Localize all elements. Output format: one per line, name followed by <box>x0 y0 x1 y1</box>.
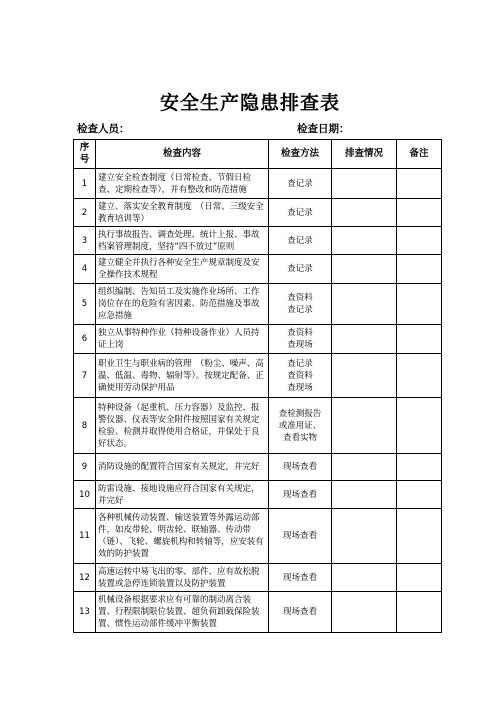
row-number: 3 <box>74 227 96 255</box>
row-content: 各种机械传动装置、输送装置等外露运动部件，如皮带轮、明齿轮、联轴器、传动带（链）、飞轮、螺旋机构和转轴等，应安装有效的防护装置 <box>96 509 269 564</box>
table-row <box>74 199 442 227</box>
table-row <box>74 398 442 454</box>
row-status-cell[interactable] <box>332 481 397 509</box>
table-row <box>74 354 442 398</box>
table-row <box>74 169 442 199</box>
row-status-cell[interactable] <box>332 199 397 227</box>
table-row <box>74 509 442 564</box>
inspection-table <box>73 139 442 633</box>
date-label: 检查日期： <box>297 123 350 135</box>
row-number: 13 <box>74 592 96 633</box>
row-content: 建立、落实安全教育制度 （日常、三级安全教育培训等） <box>96 199 269 227</box>
row-number: 7 <box>74 354 96 398</box>
row-number: 5 <box>74 284 96 325</box>
row-status-cell[interactable] <box>332 227 397 255</box>
table-row <box>74 564 442 592</box>
row-content: 建立健全并执行各种安全生产规章制度及安全操作技术规程 <box>96 255 269 284</box>
row-status-cell[interactable] <box>332 454 397 481</box>
row-content: 消防设施的配置符合国家有关规定，并完好 <box>96 454 269 481</box>
row-method: 查记录 <box>269 199 332 227</box>
row-remark-cell[interactable] <box>397 398 442 454</box>
page-title: 安全生产隐患排查表 <box>159 92 340 114</box>
header-content: 检查内容 <box>96 140 269 169</box>
row-number: 1 <box>74 169 96 199</box>
row-status-cell[interactable] <box>332 564 397 592</box>
row-number: 11 <box>74 509 96 564</box>
row-number: 9 <box>74 454 96 481</box>
row-method: 查资料 查记录 <box>269 284 332 325</box>
row-status-cell[interactable] <box>332 169 397 199</box>
row-remark-cell[interactable] <box>397 509 442 564</box>
row-content: 高速运转中易飞出的零、部件、应有故松脱装置或急停连锁装置以及防护装置 <box>96 564 269 592</box>
row-status-cell[interactable] <box>332 255 397 284</box>
row-status-cell[interactable] <box>332 509 397 564</box>
table-row <box>74 454 442 481</box>
row-content: 独立从事特种作业（特种设备作业）人员持证上岗 <box>96 325 269 354</box>
row-status-cell[interactable] <box>332 354 397 398</box>
row-method: 现场查看 <box>269 564 332 592</box>
row-number: 12 <box>74 564 96 592</box>
row-method: 查记录 查资料 查现场 <box>269 354 332 398</box>
table-row <box>74 255 442 284</box>
row-status-cell[interactable] <box>332 284 397 325</box>
row-content: 建立安全检查制度（日常检查、节假日检查、定期检查等），并有整改和防范措施 <box>96 169 269 199</box>
row-remark-cell[interactable] <box>397 199 442 227</box>
table-row <box>74 592 442 633</box>
table-header-row <box>74 140 442 169</box>
row-number: 8 <box>74 398 96 454</box>
row-remark-cell[interactable] <box>397 592 442 633</box>
row-method: 现场查看 <box>269 454 332 481</box>
row-number: 2 <box>74 199 96 227</box>
row-number: 10 <box>74 481 96 509</box>
inspector-label: 检查人员： <box>77 123 130 135</box>
table-row <box>74 284 442 325</box>
row-remark-cell[interactable] <box>397 481 442 509</box>
header-status: 排查情况 <box>332 140 397 169</box>
header-method: 检查方法 <box>269 140 332 169</box>
row-content: 执行事故报告、调查处理、统计上报、事故档案管理制度，坚持“四不放过”原则 <box>96 227 269 255</box>
row-method: 查资料 查现场 <box>269 325 332 354</box>
table-body <box>74 169 442 633</box>
row-remark-cell[interactable] <box>397 354 442 398</box>
row-content: 防雷设施、接地设施应符合国家有关规定，并完好 <box>96 481 269 509</box>
row-method: 现场查看 <box>269 592 332 633</box>
table-row <box>74 227 442 255</box>
row-content: 职业卫生与职业病的管理 （粉尘、噪声、高温、低温、毒物、辐射等）。按规定配备、正确使用劳动保护用品 <box>96 354 269 398</box>
row-method: 查记录 <box>269 169 332 199</box>
row-content: 特种设备（起重机、压力容器）及监控、报警仪器、仪表等安全附件按照国家有关规定检验、检测并取得使用合格证，并保处于良好状态。 <box>96 398 269 454</box>
row-method: 现场查看 <box>269 481 332 509</box>
row-method: 查记录 <box>269 227 332 255</box>
row-remark-cell[interactable] <box>397 454 442 481</box>
row-remark-cell[interactable] <box>397 564 442 592</box>
row-number: 6 <box>74 325 96 354</box>
row-method: 现场查看 <box>269 509 332 564</box>
row-number: 4 <box>74 255 96 284</box>
row-status-cell[interactable] <box>332 325 397 354</box>
header-remark: 备注 <box>397 140 442 169</box>
header-no: 序号 <box>74 140 96 169</box>
row-method: 查记录 <box>269 255 332 284</box>
row-remark-cell[interactable] <box>397 169 442 199</box>
row-content: 组织编制、告知员工及实施作业场所、工作岗位存在的危险有害因素、防范措施及事故应急措施 <box>96 284 269 325</box>
row-status-cell[interactable] <box>332 592 397 633</box>
row-remark-cell[interactable] <box>397 325 442 354</box>
row-content: 机械设备根据要求应有可靠的制动离合装置、行程限制限位装置、超负荷卸载保险装置、惯性运动部件缓冲平衡装置 <box>96 592 269 633</box>
table-row <box>74 325 442 354</box>
row-method: 查检测报告 或准用证、 查看实物 <box>269 398 332 454</box>
table-row <box>74 481 442 509</box>
row-remark-cell[interactable] <box>397 227 442 255</box>
row-remark-cell[interactable] <box>397 284 442 325</box>
row-remark-cell[interactable] <box>397 255 442 284</box>
row-status-cell[interactable] <box>332 398 397 454</box>
